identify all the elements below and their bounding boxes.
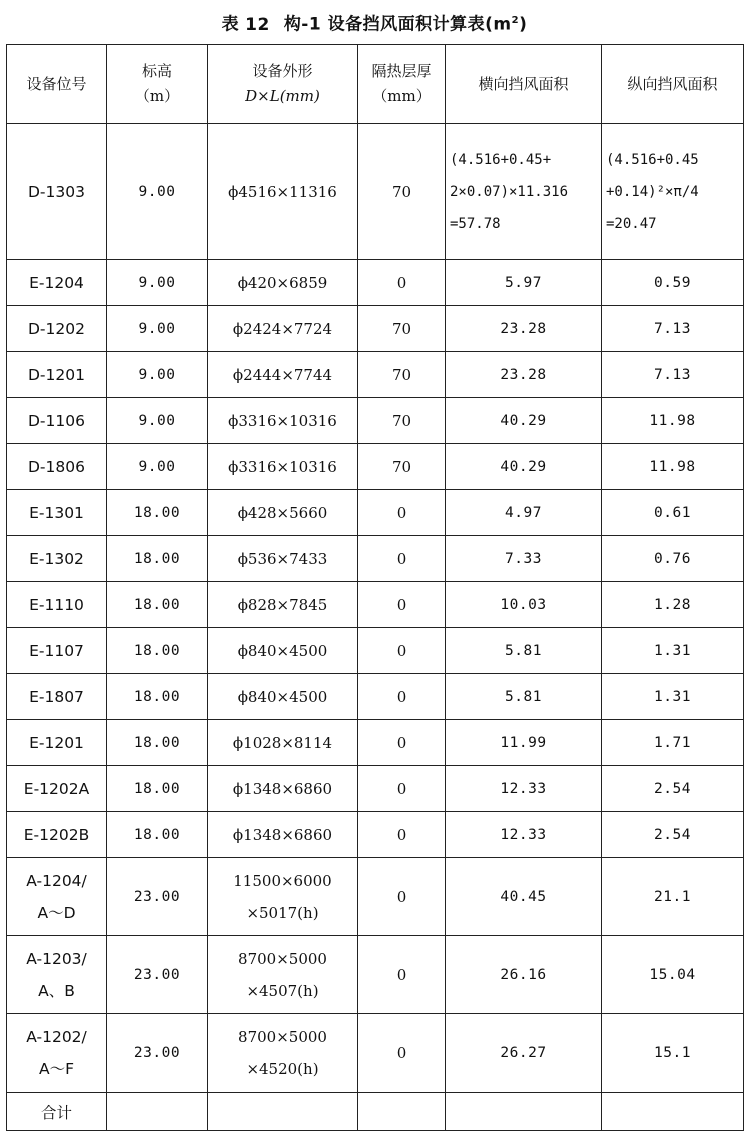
header-insulation: 隔热层厚 （mm）: [358, 45, 446, 124]
equipment-id-cell-line: A-1202/: [26, 1028, 87, 1046]
vertical-area-cell-line: 2.54: [654, 780, 691, 797]
vertical-area-cell: [602, 536, 744, 582]
elevation-cell: 18.00: [107, 536, 208, 582]
horizontal-area-cell-line: 2×0.07)×11.316: [450, 183, 569, 200]
shape-cell-line: ×4507(h): [246, 981, 319, 1000]
vertical-area-cell: [602, 490, 744, 536]
equipment-id-cell: E-1107: [7, 628, 107, 674]
vertical-area-cell-line: (4.516+0.45: [606, 151, 699, 168]
vertical-area-cell-line: 1.28: [654, 596, 691, 613]
equipment-id-cell: E-1204: [7, 260, 107, 306]
table-row: [7, 536, 744, 582]
vertical-area-cell-line: 11.98: [649, 412, 696, 429]
shape-cell: ϕ2424×7724: [208, 306, 358, 352]
horizontal-area-cell-line: 4.97: [505, 504, 542, 521]
equipment-id-cell-line: A～D: [37, 903, 76, 922]
elevation-cell: 9.00: [107, 306, 208, 352]
vertical-area-cell: [602, 720, 744, 766]
shape-cell: ϕ840×4500: [208, 628, 358, 674]
horizontal-area-cell-line: 23.28: [500, 320, 547, 337]
insulation-cell: 70: [358, 306, 446, 352]
horizontal-area-cell: [446, 858, 602, 936]
table-row: [7, 628, 744, 674]
table-row: [7, 124, 744, 260]
table-row: [7, 1014, 744, 1093]
shape-cell-line: 8700×5000: [238, 949, 327, 968]
insulation-cell: 0: [358, 536, 446, 582]
total-empty-cell: [602, 1093, 744, 1131]
shape-cell: ϕ1348×6860: [208, 766, 358, 812]
vertical-area-cell-line: 1.31: [654, 688, 691, 705]
equipment-id-cell: E-1202A: [7, 766, 107, 812]
elevation-cell: 23.00: [107, 1014, 208, 1093]
equipment-id-cell: D-1202: [7, 306, 107, 352]
vertical-area-cell: [602, 582, 744, 628]
vertical-area-cell-line: 7.13: [654, 320, 691, 337]
title-text: 构-1 设备挡风面积计算表(m: [283, 14, 512, 35]
wind-area-table: [6, 44, 744, 1131]
vertical-area-cell-line: 0.61: [654, 504, 691, 521]
vertical-area-cell-line: +0.14)²×π/4: [606, 183, 699, 200]
shape-cell: ϕ420×6859: [208, 260, 358, 306]
table-row: [7, 674, 744, 720]
vertical-area-cell: [602, 444, 744, 490]
elevation-cell: 9.00: [107, 260, 208, 306]
total-label: 合计: [7, 1093, 107, 1131]
table-row: [7, 398, 744, 444]
insulation-cell: 0: [358, 1014, 446, 1093]
shape-cell: ϕ1348×6860: [208, 812, 358, 858]
horizontal-area-cell: [446, 398, 602, 444]
shape-cell-line: 11500×6000: [233, 871, 332, 890]
header-vertical-area: 纵向挡风面积: [602, 45, 744, 124]
elevation-cell: 18.00: [107, 720, 208, 766]
table-row: [7, 444, 744, 490]
vertical-area-cell: [602, 260, 744, 306]
equipment-id-cell: [7, 858, 107, 936]
horizontal-area-cell-line: 26.27: [500, 1045, 547, 1061]
vertical-area-cell-line: 15.1: [654, 1045, 691, 1061]
horizontal-area-cell: [446, 812, 602, 858]
header-shape: 设备外形 D×L(mm): [208, 45, 358, 124]
equipment-id-cell: E-1202B: [7, 812, 107, 858]
equipment-id-cell-line: A-1204/: [26, 871, 87, 890]
insulation-cell: 0: [358, 936, 446, 1014]
elevation-cell: 18.00: [107, 674, 208, 720]
header-row: [7, 45, 744, 124]
vertical-area-cell: [602, 124, 744, 260]
vertical-area-cell: [602, 352, 744, 398]
title-suffix: ): [519, 14, 528, 35]
total-empty-cell: [358, 1093, 446, 1131]
table-row: [7, 306, 744, 352]
vertical-area-cell: [602, 936, 744, 1014]
elevation-cell: 18.00: [107, 582, 208, 628]
title-prefix: 表: [221, 14, 240, 35]
vertical-area-cell: [602, 674, 744, 720]
horizontal-area-cell-line: (4.516+0.45+: [450, 151, 552, 168]
total-empty-cell: [107, 1093, 208, 1131]
horizontal-area-cell-line: 26.16: [500, 966, 547, 983]
shape-cell: ϕ1028×8114: [208, 720, 358, 766]
shape-cell-line: 8700×5000: [238, 1028, 327, 1046]
equipment-id-cell-line: A、B: [38, 981, 75, 1000]
insulation-cell: 0: [358, 674, 446, 720]
horizontal-area-cell: [446, 674, 602, 720]
table-number: 12: [245, 14, 270, 35]
horizontal-area-cell: [446, 352, 602, 398]
horizontal-area-cell: [446, 1014, 602, 1093]
table-row: [7, 720, 744, 766]
horizontal-area-cell-line: 5.97: [505, 274, 542, 291]
horizontal-area-cell: [446, 490, 602, 536]
elevation-cell: 9.00: [107, 352, 208, 398]
elevation-cell: 9.00: [107, 398, 208, 444]
horizontal-area-cell: [446, 766, 602, 812]
horizontal-area-cell-line: =57.78: [450, 215, 501, 232]
vertical-area-cell: [602, 766, 744, 812]
vertical-area-cell: [602, 858, 744, 936]
vertical-area-cell-line: 1.71: [654, 734, 691, 751]
horizontal-area-cell-line: 7.33: [505, 550, 542, 567]
elevation-cell: 23.00: [107, 936, 208, 1014]
equipment-id-cell: D-1806: [7, 444, 107, 490]
insulation-cell: 0: [358, 858, 446, 936]
table-row: [7, 858, 744, 936]
vertical-area-cell-line: 21.1: [654, 888, 691, 905]
table-row: [7, 490, 744, 536]
vertical-area-cell-line: 11.98: [649, 458, 696, 475]
vertical-area-cell-line: =20.47: [606, 215, 657, 232]
insulation-cell: 0: [358, 490, 446, 536]
elevation-cell: 9.00: [107, 124, 208, 260]
horizontal-area-cell: [446, 628, 602, 674]
insulation-cell: 70: [358, 352, 446, 398]
vertical-area-cell: [602, 628, 744, 674]
equipment-id-cell: D-1106: [7, 398, 107, 444]
shape-cell-line: ×5017(h): [246, 903, 319, 922]
horizontal-area-cell-line: 5.81: [505, 688, 542, 705]
horizontal-area-cell-line: 12.33: [500, 826, 547, 843]
vertical-area-cell-line: 2.54: [654, 826, 691, 843]
shape-cell: ϕ536×7433: [208, 536, 358, 582]
horizontal-area-cell-line: 10.03: [500, 596, 547, 613]
equipment-id-cell: E-1302: [7, 536, 107, 582]
table-row: [7, 812, 744, 858]
vertical-area-cell-line: 7.13: [654, 366, 691, 383]
shape-cell: ϕ2444×7744: [208, 352, 358, 398]
shape-cell: ϕ828×7845: [208, 582, 358, 628]
shape-cell: ϕ3316×10316: [208, 444, 358, 490]
shape-cell: ϕ840×4500: [208, 674, 358, 720]
table-row: [7, 260, 744, 306]
insulation-cell: 0: [358, 766, 446, 812]
vertical-area-cell: [602, 812, 744, 858]
page-title: [0, 6, 749, 36]
elevation-cell: 23.00: [107, 858, 208, 936]
insulation-cell: 70: [358, 398, 446, 444]
elevation-cell: 9.00: [107, 444, 208, 490]
vertical-area-cell: [602, 306, 744, 352]
header-id: 设备位号: [7, 45, 107, 124]
insulation-cell: 0: [358, 812, 446, 858]
horizontal-area-cell-line: 11.99: [500, 734, 547, 751]
insulation-cell: 70: [358, 124, 446, 260]
elevation-cell: 18.00: [107, 766, 208, 812]
shape-cell: [208, 858, 358, 936]
horizontal-area-cell: [446, 582, 602, 628]
horizontal-area-cell: [446, 536, 602, 582]
vertical-area-cell-line: 0.59: [654, 274, 691, 291]
equipment-id-cell: [7, 1014, 107, 1093]
horizontal-area-cell-line: 40.45: [500, 888, 547, 905]
vertical-area-cell-line: 1.31: [654, 642, 691, 659]
equipment-id-cell: D-1303: [7, 124, 107, 260]
insulation-cell: 0: [358, 720, 446, 766]
shape-cell: [208, 1014, 358, 1093]
shape-cell: [208, 936, 358, 1014]
shape-cell: ϕ428×5660: [208, 490, 358, 536]
table-row: [7, 582, 744, 628]
horizontal-area-cell: [446, 306, 602, 352]
vertical-area-cell: [602, 398, 744, 444]
vertical-area-cell-line: 0.76: [654, 550, 691, 567]
horizontal-area-cell: [446, 720, 602, 766]
insulation-cell: 70: [358, 444, 446, 490]
horizontal-area-cell: [446, 124, 602, 260]
horizontal-area-cell-line: 40.29: [500, 412, 547, 429]
total-empty-cell: [446, 1093, 602, 1131]
equipment-id-cell-line: A-1203/: [26, 949, 87, 968]
horizontal-area-cell-line: 5.81: [505, 642, 542, 659]
equipment-id-cell: [7, 936, 107, 1014]
vertical-area-cell-line: 15.04: [649, 966, 696, 983]
horizontal-area-cell: [446, 936, 602, 1014]
table-row: [7, 766, 744, 812]
total-empty-cell: [208, 1093, 358, 1131]
header-horizontal-area: 横向挡风面积: [446, 45, 602, 124]
insulation-cell: 0: [358, 582, 446, 628]
equipment-id-cell: E-1110: [7, 582, 107, 628]
table-row: [7, 936, 744, 1014]
insulation-cell: 0: [358, 260, 446, 306]
equipment-id-cell: E-1201: [7, 720, 107, 766]
shape-cell: ϕ4516×11316: [208, 124, 358, 260]
elevation-cell: 18.00: [107, 490, 208, 536]
equipment-id-cell: D-1201: [7, 352, 107, 398]
total-row: [7, 1093, 744, 1131]
header-elevation: 标高 （m）: [107, 45, 208, 124]
horizontal-area-cell: [446, 260, 602, 306]
horizontal-area-cell: [446, 444, 602, 490]
elevation-cell: 18.00: [107, 628, 208, 674]
shape-cell-line: ×4520(h): [246, 1060, 319, 1078]
insulation-cell: 0: [358, 628, 446, 674]
horizontal-area-cell-line: 40.29: [500, 458, 547, 475]
equipment-id-cell-line: A～F: [38, 1060, 75, 1078]
equipment-id-cell: E-1301: [7, 490, 107, 536]
elevation-cell: 18.00: [107, 812, 208, 858]
horizontal-area-cell-line: 12.33: [500, 780, 547, 797]
equipment-id-cell: E-1807: [7, 674, 107, 720]
title-sup: 2: [511, 15, 520, 26]
shape-cell: ϕ3316×10316: [208, 398, 358, 444]
horizontal-area-cell-line: 23.28: [500, 366, 547, 383]
table-row: [7, 352, 744, 398]
vertical-area-cell: [602, 1014, 744, 1093]
